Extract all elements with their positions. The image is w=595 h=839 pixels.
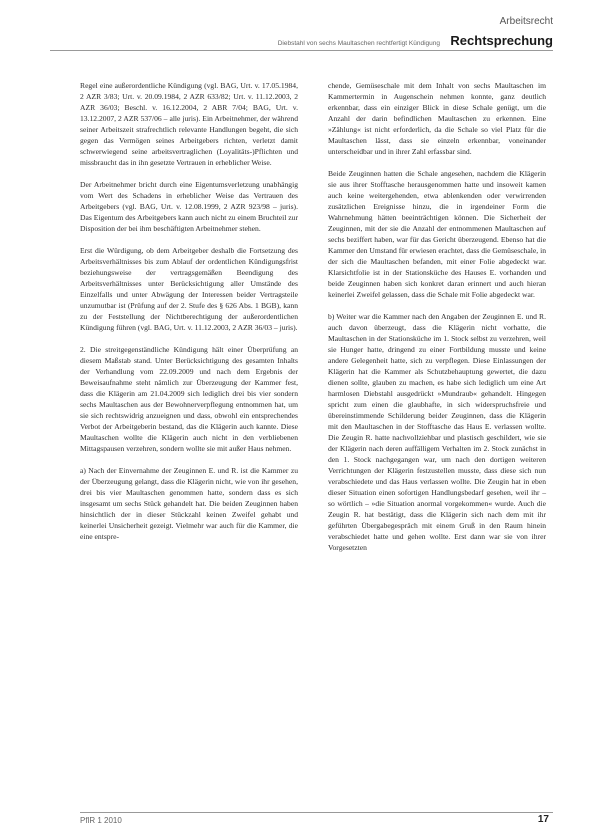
paragraph: b) Weiter war die Kammer nach den Angaben der Zeuginnen E. und R. auch davon überzeugt, dass die Klägerin nicht vorhatte, die Maultaschen in der Stationsküche im 1. Stock selbst zu verzehren, weil sie Hunger hatte, dringend zu einer Fortbildung musste und keine andere Gelegenheit hatte, sich zu verpflegen. Diese Einlassungen der Klägerin hat die Kammer als Schutzbehauptung gewertet, die dazu dienen sollte, glauben zu machen, es habe sich lediglich um eine Art harmlosen Diebstahl ausgedrückt »Mundraub« gehandelt. Hingegen spricht zum einen die glaubhafte, in sich widerspruchsfreie und übereinstimmende Schilderung beider Zeuginnen, dass die Klägerin mit den Maultaschen in der Stofftasche das Haus E. verlassen wollte. Die Zeugin R. hatte nachvollziehbar und plastisch geschildert, wie sie der Klägerin nach deren auffälligem Verhalten im 2. Stock zunächst in den 1. Stock nachgegangen war, um nach den dortigen weiteren Verrichtungen der Klägerin festzustellen musste, dass diese sich nun verabschiedete und das Haus verlassen wollte. Die Zeugin hat in eben dieser Situation einen sofortigen Handlungsbedarf gesehen, weil ihr – so wörtlich – »die Situation anormal vorgekommen« wurde. Auch die Zeugin R. hat bestätigt, dass die Klägerin sich nach dem mit ihr geführten Übergabegespräch mit einem Gruß in den Raum hinein verabschiedet hatte und gehen wollte. Erst dann war sie von ihrer Vorgesetzten <box>328 312 546 552</box>
paragraph: Regel eine außerordentliche Kündigung (vgl. BAG, Urt. v. 17.05.1984, 2 AZR 3/83; Urt. v. 20.09.1984, 2 AZR 633/82; Urt. v. 11.12.2003, 2 AZR 36/03; Beschl. v. 16.12.2004, 2 ABR 7/04; BAG, Urt. v. 13.12.2007, 2 AZR 537/06 – alle juris). Ein Arbeitnehmer, der während seiner Arbeitszeit strafrechtlich relevante Handlungen begeht, die sich gegen das Vermögen seines Arbeitgebers richten, verletzt damit schwerwiegend seine arbeitsvertraglichen (Loyalitäts-)Pflichten und missbraucht das in ihn gesetzte Vertrauen in erheblicher Weise. <box>80 81 298 167</box>
footer-divider <box>80 812 553 813</box>
running-title: Diebstahl von sechs Maultaschen rechtfertigt Kündigung <box>277 40 440 47</box>
journal-issue: PflR 1 2010 <box>80 816 122 825</box>
section-title: Rechtsprechung <box>450 33 553 48</box>
journal-section-label: Arbeitsrecht <box>499 16 553 27</box>
paragraph: chende, Gemüseschale mit dem Inhalt von sechs Maultaschen im Kammertermin in Augenschein nehmen konnte, ganz deutlich erkennbar, dass ein einziger Blick in diese Schale genügt, um die Anzahl der darin befindlichen Maultaschen zu erkennen. Eine »Zählung« ist nicht erforderlich, da die Schale so viel Platz für die Maultaschen lässt, dass sie einzeln erkennbar, voneinander unterscheidbar und in ihrer Zahl erfassbar sind. <box>328 81 546 156</box>
header-divider <box>50 50 553 51</box>
page-number: 17 <box>537 814 549 825</box>
paragraph: Erst die Würdigung, ob dem Arbeitgeber deshalb die Fortsetzung des Arbeitsverhältnisses bis zum Ablauf der ordentlichen Kündigungsfrist beziehungsweise der vertragsgemäßen Beendigung des Arbeitsverhältnisses unter Berücksichtigung aller Umstände des Einzelfalls und unter Abwägung der Interessen beider Vertragsteile unzumutbar ist (Prüfung auf der 2. Stufe des § 626 Abs. 1 BGB), kann zu der Feststellung der Nichtberechtigung der außerordentlichen Kündigung führen (vgl. BAG, Urt. v. 11.12.2003, 2 AZR 36/03 – juris). <box>80 246 298 332</box>
paragraph: a) Nach der Einvernahme der Zeuginnen E. und R. ist die Kammer zu der Überzeugung gelangt, dass die Klägerin nicht, wie von ihr gesehen, drei bis vier Maultaschen genommen hatte, sondern dass es sich insgesamt um sechs Stück gehandelt hat. Die beiden Zeuginnen haben hinsichtlich der in dieser Stückzahl keinen Zweifel gehabt und keinerlei Unsicherheit gezeigt. Vielmehr war auch für die Kammer, die eine entspre- <box>80 466 298 541</box>
paragraph: Der Arbeitnehmer bricht durch eine Eigentumsverletzung unabhängig vom Wert des Schadens in erheblicher Weise das Vertrauen des Arbeitgebers (vgl. BAG, Urt. v. 12.08.1999, 2 AZR 923/98 – juris). Das Eigentum des Arbeitgebers kann auch nicht zu einem Bruchteil zur Disposition der bei ihm beschäftigten Arbeitnehmer stehen. <box>80 180 298 233</box>
right-column <box>328 80 546 553</box>
paragraph: 2. Die streitgegenständliche Kündigung hält einer Überprüfung an diesem Maßstab stand. Unter Berücksichtigung des gesamten Inhalts der Verhandlung vom 22.09.2009 und nach dem Ergebnis der Beweisaufnahme steht nämlich zur Überzeugung der Kammer fest, dass die Klägerin am 21.04.2009 sich lediglich drei bis vier sondern sechs Maultaschen aus der Bewohnerverpflegung entnommen hat, um sie sich rechtswidrig anzueignen und dass, obwohl ein entsprechendes Verbot der Arbeitgeberin bestand, das die Klägerin auch kannte. Diese Maultaschen wollte die Klägerin auch nicht in den verbliebenen Mittagspausen verzehren, sondern wollte sie mit außer Haus nehmen. <box>80 345 298 453</box>
running-head <box>278 32 553 50</box>
left-column <box>80 80 298 542</box>
paragraph: Beide Zeuginnen hatten die Schale angesehen, nachdem die Klägerin sie aus ihrer Stofftasche herausgenommen hatte und insoweit kamen auch keine weitergehenden, etwa ablenkenden oder verwirrenden zusätzlichen Ereignisse hinzu, die in irgendeiner Form die Wahrnehmung hätten beeinträchtigen können. Die Sicherheit der Zeuginnen, mit der sie die Anzahl der entnommenen Maultaschen auf sechs beziffert haben, war für das Gericht überzeugend. Ebenso hat die Kammer den Umstand für erwiesen erachtet, dass die Gemüseschale, in der sich die Maultaschen befanden, mit einer Folie abgedeckt war. Klarsichtfolie ist in der Stationsküche des Hauses E. vorhanden und beide Zeuginnen haben sich konkret daran erinnert und auch hieran keinerlei Zweifel gelassen, dass die Schale mit Folie abgedeckt war. <box>328 169 546 299</box>
